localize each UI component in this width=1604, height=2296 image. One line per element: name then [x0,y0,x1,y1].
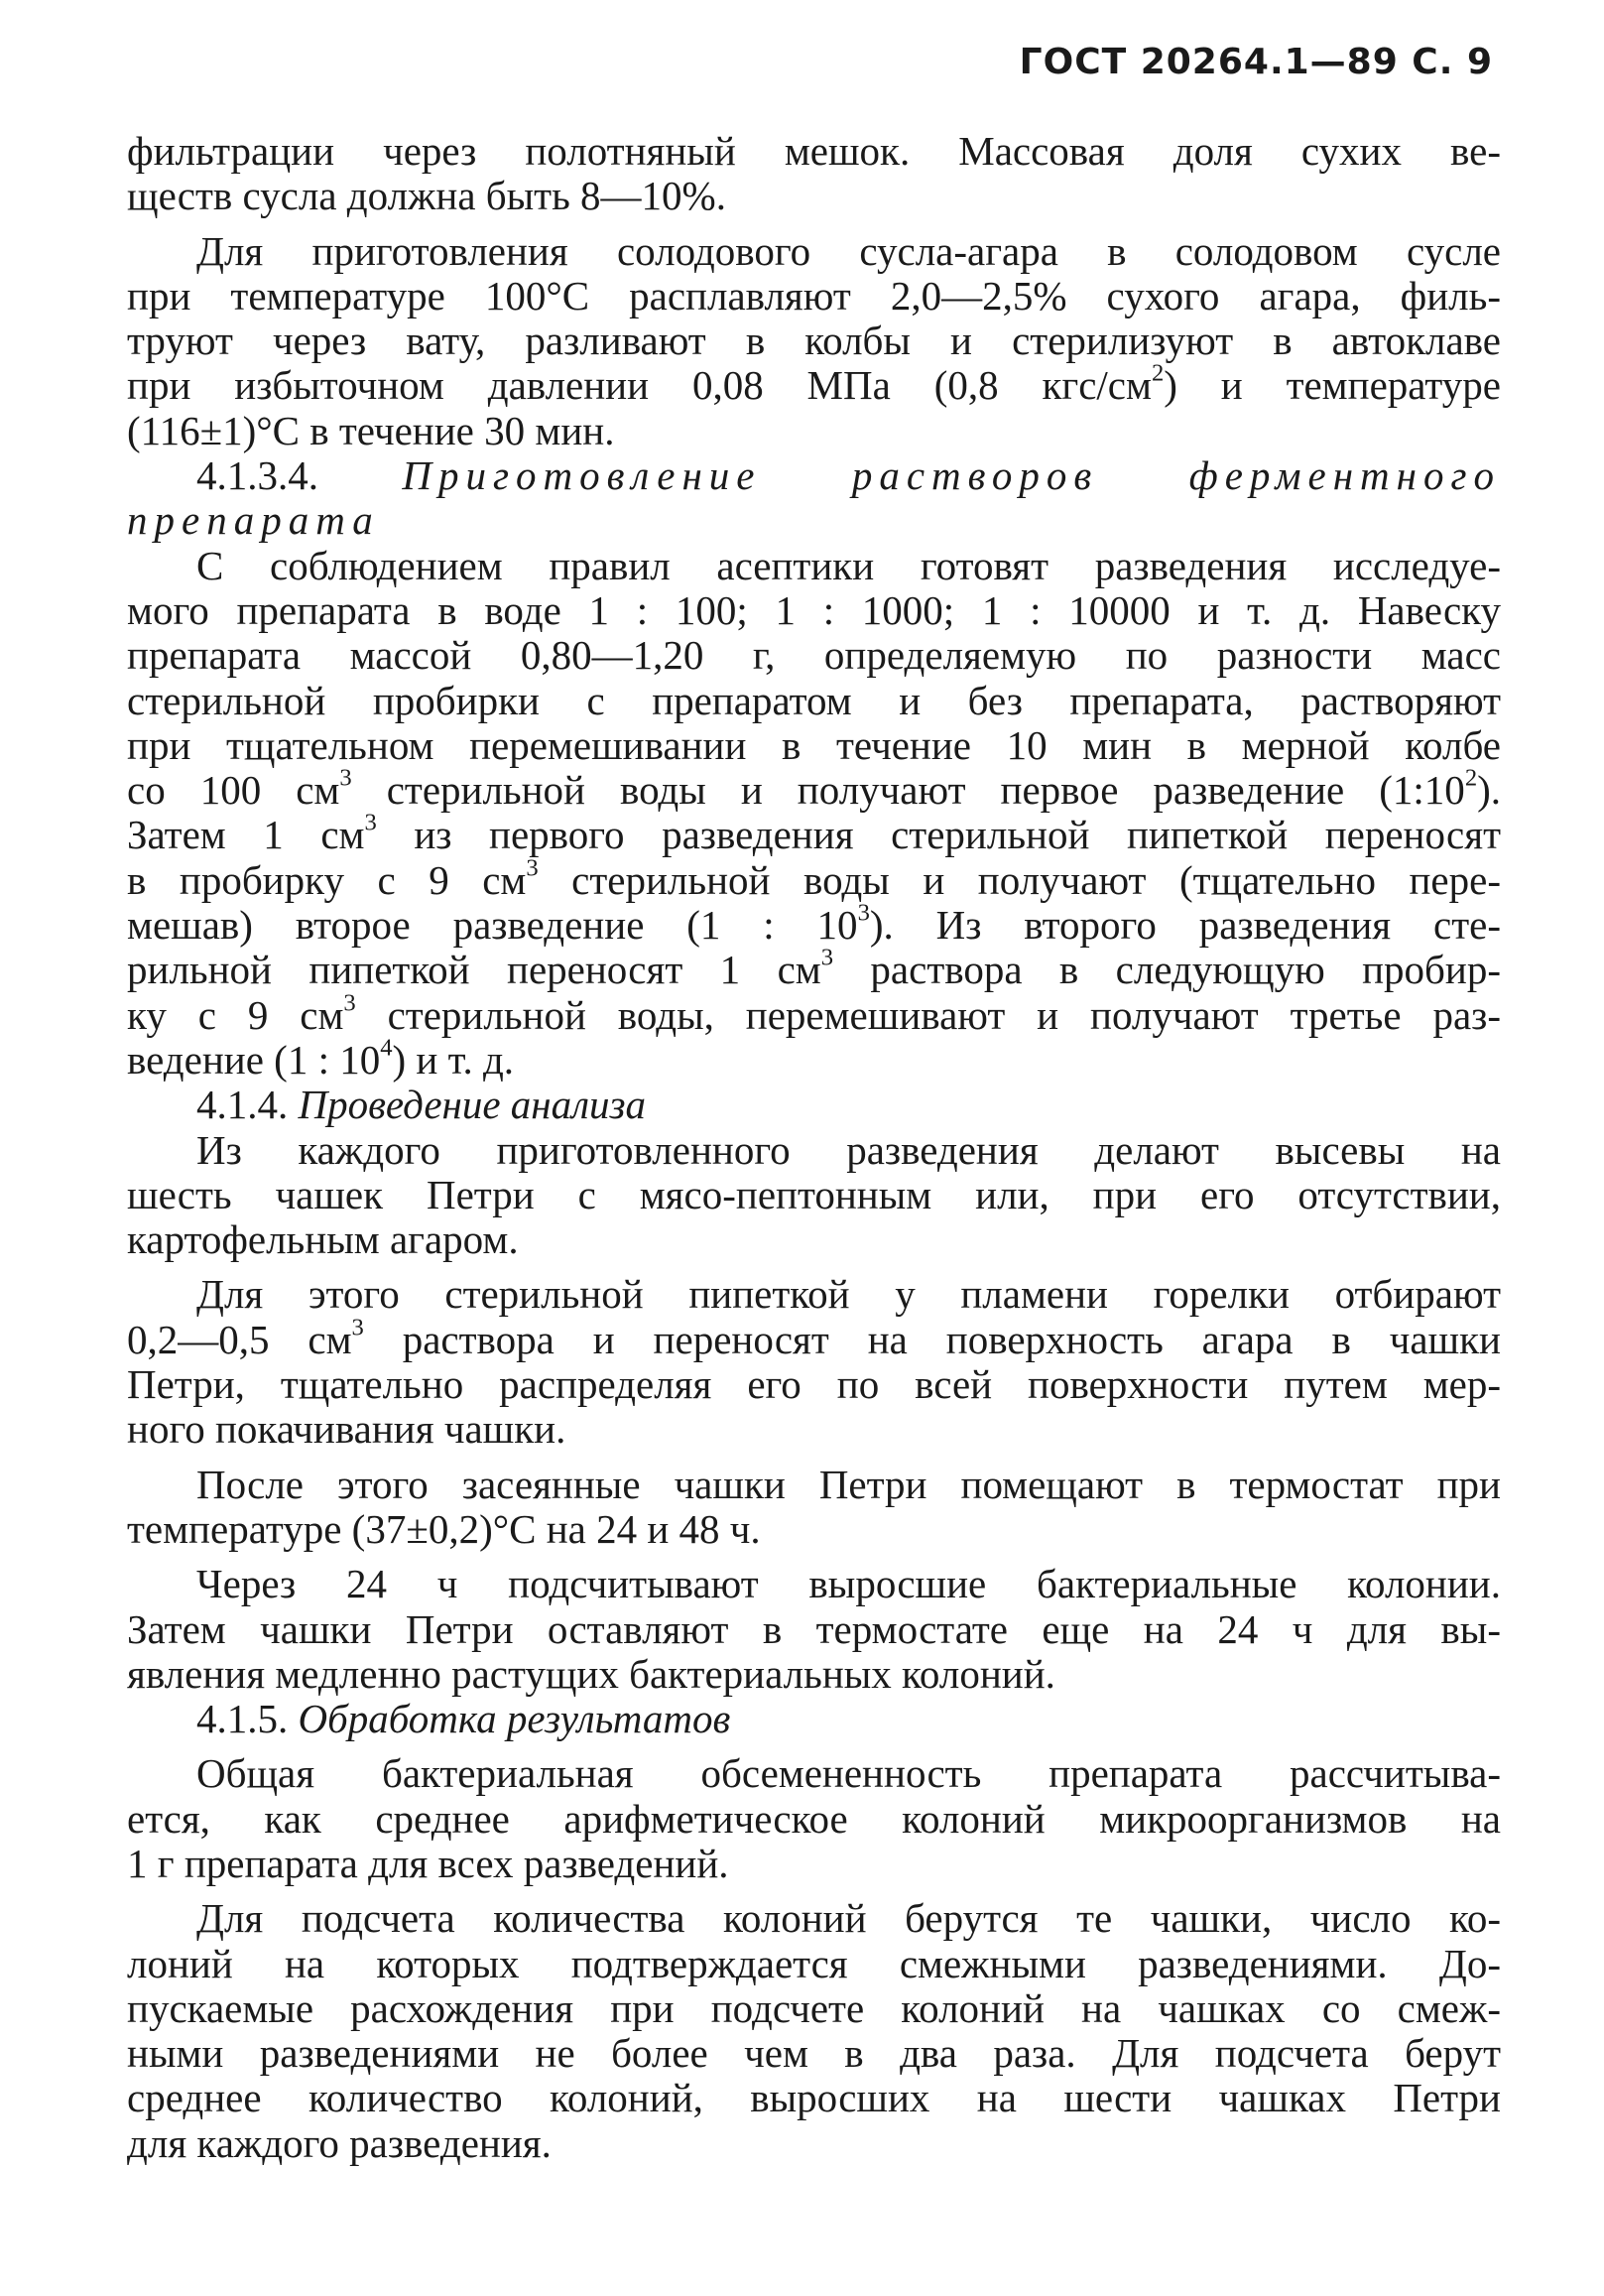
text-body [127,129,1501,2166]
text-line: при температуре 100°С расплавляют 2,0—2,5% сухого агара, филь- [127,272,1501,319]
superscript: 3 [339,764,352,792]
text-line: (116±1)°С в течение 30 мин. [127,407,615,453]
superscript: 2 [1464,764,1478,792]
text-line: 1 г препарата для всех разведений. [127,1840,729,1886]
text-fragment: ку с 9 см [127,991,344,1038]
text-line: лоний на которых подтверждается смежными разведениями. До- [127,1940,1501,1986]
text-line: явления медленно растущих бактериальных колоний. [127,1650,1055,1697]
text-line [127,944,1501,993]
text-line: С соблюдением правил асептики готовят разведения исследуе- [196,542,1501,588]
text-fragment: в пробирку с 9 см [127,856,527,903]
running-head: ГОСТ 20264.1—89 С. 9 [1019,42,1493,82]
text-fragment: ведение (1 : 10 [127,1036,381,1083]
text-line: среднее количество колоний, выросших на шести чашках Петри [127,2075,1501,2121]
section-heading-4-1-3-4 [127,453,1501,498]
text-line: Для приготовления солодового сусла-агара в солодовом сусле [196,227,1501,274]
text-line: Общая бактериальная обсемененность препарата рассчитыва- [196,1750,1501,1797]
superscript: 2 [1151,360,1165,388]
text-line [127,899,1501,949]
text-fragment: 0,2—0,5 см [127,1316,352,1362]
text-line: при тщательном перемешивании в течение 10 мин в мерной колбе [127,721,1501,768]
superscript: 3 [343,989,356,1017]
text-line: Для этого стерильной пипеткой у пламени горелки отбирают [196,1271,1501,1318]
text-fragment: стерильной воды, перемешивают и получают третье раз- [355,991,1502,1038]
text-line: Из каждого приготовленного разведения делают высевы на [196,1126,1501,1173]
text-line: стерильной пробирки с препаратом и без препарата, растворяют [127,677,1501,723]
text-fragment: ). [1477,767,1502,814]
section-number: 4.1.5. [196,1696,289,1742]
text-fragment: раствора в следующую пробир- [833,947,1501,993]
text-line [127,854,1501,903]
text-line: пускаемые расхождения при подсчете колоний на чашках со смеж- [127,1984,1501,2031]
section-number: 4.1.3.4. [196,452,318,499]
superscript: 3 [857,899,870,927]
text-line [127,1034,1501,1083]
text-fragment: со 100 см [127,767,340,814]
text-fragment: мешав) второе разведение (1 : 10 [127,902,858,949]
text-fragment: стерильной воды и получают (тщательно пере- [538,856,1501,903]
text-line: температуре (37±0,2)°С на 24 и 48 ч. [127,1505,761,1552]
superscript: 3 [351,1314,364,1341]
text-line: ется, как среднее арифметическое колоний микроорганизмов на [127,1795,1501,1842]
section-title: Приготовление растворов ферментного [402,452,1501,499]
text-line: мого препарата в воде 1 : 100; 1 : 1000; 1 : 10000 и т. д. Навеску [127,586,1501,633]
text-fragment: рильной пипеткой переносят 1 см [127,947,821,993]
text-line: Для подсчета количества колоний берутся те чашки, число ко- [196,1895,1501,1942]
text-fragment: ) и температуре [1164,362,1501,409]
text-fragment: Затем 1 см [127,812,365,858]
superscript: 3 [364,810,377,837]
section-number: 4.1.4. [196,1082,289,1128]
text-fragment: при избыточном давлении 0,08 МПа (0,8 кгс/см [127,362,1152,409]
text-line: труют через вату, разливают в колбы и стерилизуют в автоклаве [127,318,1501,364]
superscript: 3 [820,944,834,971]
text-line: Затем чашки Петри оставляют в термостате еще на 24 ч для вы- [127,1605,1501,1652]
section-title: Проведение анализа [298,1082,647,1128]
text-line [127,1314,1501,1362]
text-line: фильтрации через полотняный мешок. Массовая доля сухих ве- [127,128,1501,174]
text-fragment: раствора и переносят на поверхность агара в чашки [363,1316,1501,1362]
text-line: шесть чашек Петри с мясо-пептонным или, при его отсутствии, [127,1171,1501,1217]
text-line: ществ сусла должна быть 8—10%. [127,173,726,219]
text-fragment: ). Из второго разведения сте- [869,902,1501,949]
text-line: ными разведениями не более чем в два раза. Для подсчета берут [127,2030,1501,2077]
section-title: Обработка результатов [298,1696,731,1742]
section-heading-continuation [127,498,1501,543]
superscript: 4 [380,1034,393,1062]
text-line: Через 24 ч подсчитывают выросшие бактериальные колонии. [196,1561,1501,1607]
text-line [127,360,1501,409]
text-line: ного покачивания чашки. [127,1406,566,1453]
text-line: картофельным агаром. [127,1216,519,1263]
text-line: Петри, тщательно распределяя его по всей поверхности путем мер- [127,1361,1501,1408]
text-line: После этого засеянные чашки Петри помещают в термостат при [196,1461,1501,1507]
text-line: для каждого разведения. [127,2119,552,2166]
text-fragment: из первого разведения стерильной пипеткой переносят [376,812,1501,858]
text-line [127,989,1502,1038]
superscript: 3 [526,854,539,882]
text-fragment: ) и т. д. [392,1036,515,1083]
text-line [127,810,1501,858]
section-title: препарата [127,497,380,544]
text-fragment: стерильной воды и получают первое разведение (1:10 [351,767,1465,814]
section-heading-4-1-4 [127,1083,1501,1127]
text-line [127,764,1502,814]
section-heading-4-1-5 [127,1697,1501,1741]
text-line: препарата массой 0,80—1,20 г, определяемую по разности масс [127,632,1501,679]
